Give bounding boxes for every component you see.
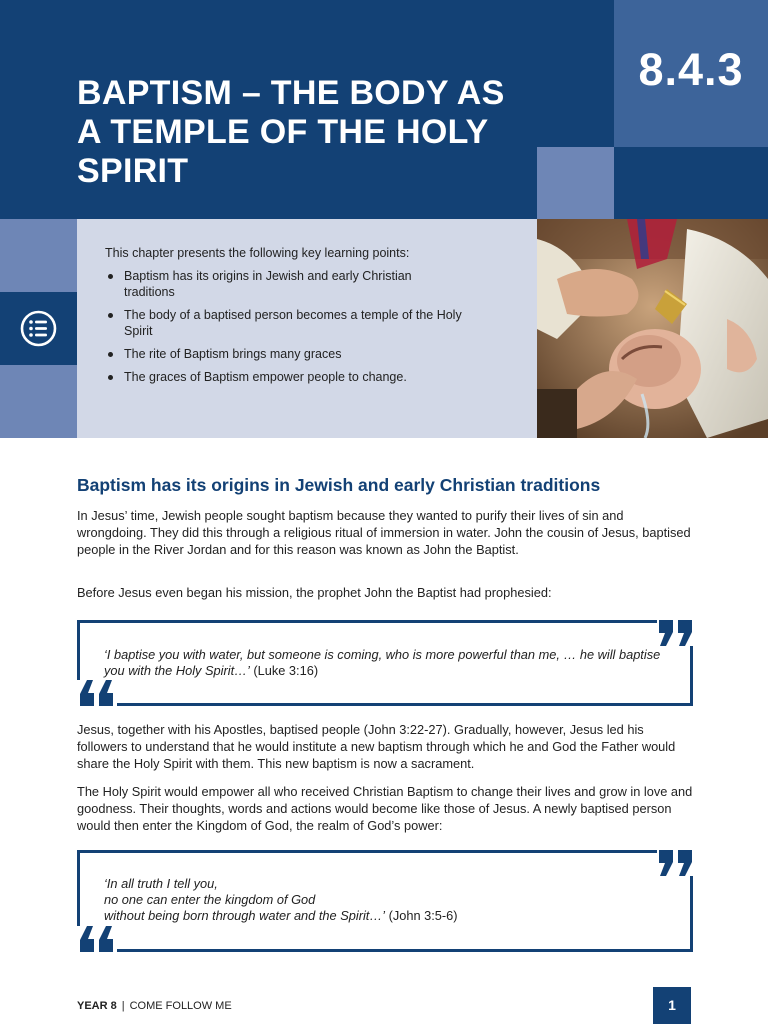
- quote-line: ‘I baptise you with water, but someone is coming, who is more powerful than me, … he will baptise you with the Holy Spirit…’: [104, 647, 661, 678]
- list-item: Baptism has its origins in Jewish and early Christian traditions: [105, 268, 465, 300]
- list-item: The graces of Baptism empower people to change.: [105, 369, 465, 385]
- quote-line: without being born through water and the Spirit…’: [104, 908, 385, 923]
- scripture-quote: [77, 850, 693, 952]
- footer-year: YEAR 8: [77, 1000, 117, 1012]
- quote-reference: (John 3:5-6): [388, 908, 458, 923]
- baptism-photo: [537, 219, 768, 438]
- quote-border: [77, 620, 657, 623]
- quote-border: [77, 850, 80, 926]
- learning-points-intro: This chapter presents the following key learning points:: [105, 246, 410, 260]
- deco-block: [0, 365, 77, 438]
- scripture-quote: [77, 620, 693, 706]
- quote-text: [104, 876, 644, 924]
- quote-border: [117, 949, 693, 952]
- open-quote-icon: [77, 680, 115, 706]
- quote-border: [77, 620, 80, 680]
- open-quote-icon: [77, 926, 115, 952]
- quote-border: [690, 876, 693, 952]
- body-paragraph: In Jesus’ time, Jewish people sought baptism because they wanted to purify their lives of sin and wrongdoing. They did this through a religious ritual of immersion in water. John the cousin of Jesus, baptised people in the River Jordan and for this reason was known as John the Baptist.: [77, 508, 691, 557]
- close-quote-icon: [657, 850, 695, 876]
- close-quote-icon: [657, 620, 695, 646]
- quote-text: [104, 647, 674, 679]
- quote-line: no one can enter the kingdom of God: [104, 892, 316, 907]
- list-item: The rite of Baptism brings many graces: [105, 346, 465, 362]
- quote-border: [117, 703, 693, 706]
- quote-border: [77, 850, 657, 853]
- page-number: 1: [653, 987, 691, 1024]
- footer-separator: |: [121, 1000, 125, 1012]
- chapter-number: 8.4.3: [638, 44, 744, 95]
- body-paragraph: The Holy Spirit would empower all who received Christian Baptism to change their lives and grow in love and goodness. Their thoughts, words and actions would become like those of Jesus. A newly baptised person would then enter the Kingdom of God, the realm of God’s power:: [77, 784, 693, 833]
- footer: [77, 1000, 232, 1012]
- list-item: The body of a baptised person becomes a temple of the Holy Spirit: [105, 307, 465, 339]
- quote-border: [690, 646, 693, 706]
- deco-block: [537, 147, 614, 219]
- learning-points-list: [105, 268, 465, 392]
- section-heading: Baptism has its origins in Jewish and early Christian traditions: [77, 475, 601, 495]
- body-paragraph: Before Jesus even began his mission, the prophet John the Baptist had prophesied:: [77, 585, 552, 600]
- deco-block: [0, 219, 77, 292]
- page-title: BAPTISM – THE BODY AS A TEMPLE OF THE HOLY SPIRIT: [77, 74, 505, 190]
- deco-block: [614, 147, 768, 219]
- list-icon: [20, 310, 57, 347]
- body-paragraph: Jesus, together with his Apostles, baptised people (John 3:22-27). Gradually, however, Jesus led his followers to understand that he would institute a new baptism through which he and God the Father would share the Holy Spirit with them. This new baptism is now a sacrament.: [77, 722, 676, 771]
- quote-line: ‘In all truth I tell you,: [104, 876, 218, 891]
- footer-series: COME FOLLOW ME: [129, 1000, 232, 1012]
- quote-reference: (Luke 3:16): [253, 663, 319, 678]
